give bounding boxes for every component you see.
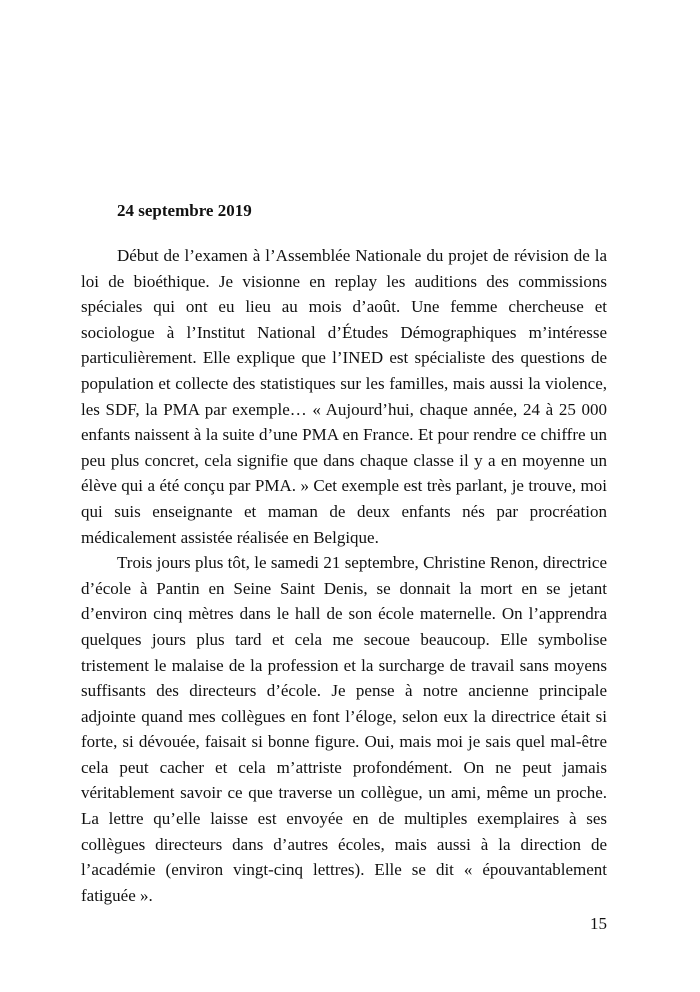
date-heading: 24 septembre 2019 <box>117 201 252 220</box>
body-text <box>81 243 607 908</box>
paragraph: Début de l’examen à l’Assemblée Nationale du projet de révision de la loi de bioéthique. Je visionne en replay les auditions des commissions spéciales qui ont eu lieu au mois d’août. Une femme chercheuse et sociologue à l’Institut National d’Études Démographiques m’intéresse particulièrement. Elle explique que l’INED est spécialiste des questions de population et collecte des statistiques sur les familles, mais aussi la violence, les SDF, la PMA par exemple… « Aujourd’hui, chaque année, 24 à 25 000 enfants naissent à la suite d’une PMA en France. Et pour rendre ce chiffre un peu plus concret, cela signifie que dans chaque classe il y a en moyenne un élève qui a été conçu par PMA. » Cet exemple est très parlant, je trouve, moi qui suis enseignante et maman de deux enfants nés par procréation médicalement assistée réalisée en Belgique. <box>81 246 607 547</box>
paragraph: Trois jours plus tôt, le samedi 21 septembre, Christine Renon, directrice d’école à Pantin en Seine Saint Denis, se donnait la mort en se jetant d’environ cinq mètres dans le hall de son école maternelle. On l’apprendra quelques jours plus tard et cela me secoue beaucoup. Elle symbolise tristement le malaise de la profession et la surcharge de travail sans moyens suffisants des directeurs d’école. Je pense à notre ancienne principale adjointe quand mes collègues en font l’éloge, selon eux la directrice était si forte, si dévouée, faisait si bonne figure. Oui, mais moi je sais quel mal-être cela peut cacher et cela m’attriste profondément. On ne peut jamais véritablement savoir ce que traverse un collègue, un ami, même un proche. La lettre qu’elle laisse est envoyée en de multiples exemplaires à ses collègues directeurs dans d’autres écoles, mais aussi à la direction de l’académie (environ vingt-cinq lettres). Elle se dit « épouvantablement fatiguée ». <box>81 553 607 905</box>
page-number: 15 <box>590 914 607 933</box>
